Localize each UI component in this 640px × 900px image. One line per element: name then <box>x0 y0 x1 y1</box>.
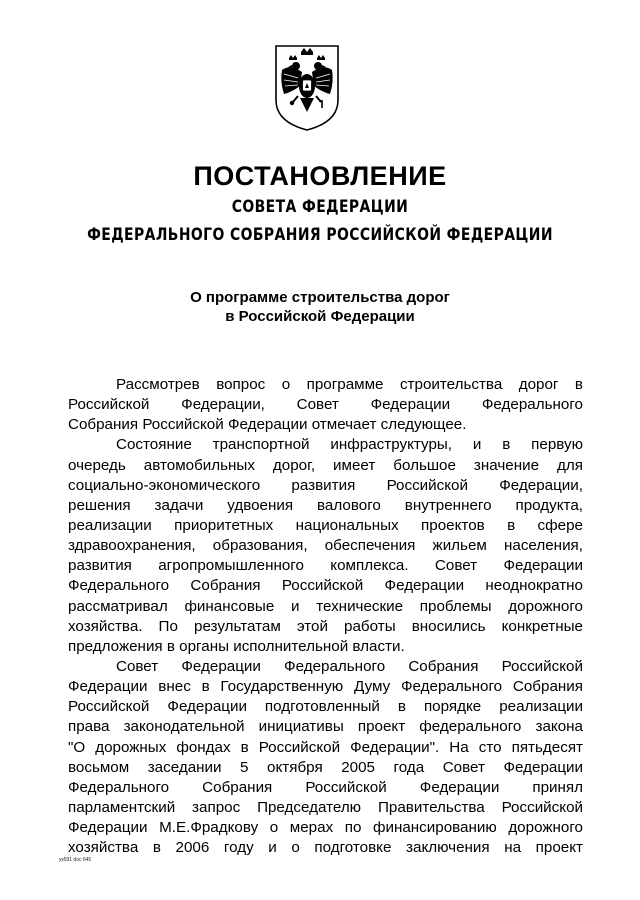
body-line: Рассмотрев вопрос о программе строительства дорог в <box>116 376 583 393</box>
footer-code: ук591 doc 645 <box>59 857 92 863</box>
body-line: предложения в органы исполнительной власти. <box>68 637 405 655</box>
body-line: Состояние транспортной инфраструктуры, и в первую <box>116 436 583 454</box>
body-line: развития агропромышленного комплекса. Совет Федерации <box>68 557 583 575</box>
body-line: Российской Федерации подготовленный в порядке реализации <box>68 698 583 716</box>
body-line: решения задачи удвоения валового внутреннего продукта, <box>68 496 583 514</box>
document-subtitle-line2: ФЕДЕРАЛЬНОГО СОБРАНИЯ РОССИЙСКОЙ ФЕДЕРАЦИИ <box>87 225 553 245</box>
body-line: Собрания Российской Федерации отмечает следующее. <box>68 416 467 434</box>
body-line: Федерального Собрания Российской Федерации неоднократно <box>68 577 583 595</box>
heading-line1: О программе строительства дорог <box>190 289 450 306</box>
document-subtitle-line1: СОВЕТА ФЕДЕРАЦИИ <box>231 197 409 217</box>
body-line: очередь автомобильных дорог, имеет большое значение для <box>68 456 583 474</box>
body-line: социально-экономического развития Российской Федерации, <box>68 476 583 494</box>
body-line: Совет Федерации Федерального Собрания Российской <box>116 657 583 675</box>
body-line: рассматривал финансовые и технические проблемы дорожного <box>68 597 583 615</box>
document-heading <box>0 288 640 326</box>
body-line: "О дорожных фондах в Российской Федерации". На сто пятьдесят <box>68 738 583 756</box>
body-line: реализации приоритетных национальных проектов в сфере <box>68 516 583 534</box>
body-line: хозяйства. По результатам этой работы вносились конкретные <box>68 617 583 635</box>
body-line: Федерации внес в Государственную Думу Федерального Собрания <box>68 678 583 696</box>
document-body <box>68 375 583 858</box>
body-line: здравоохранения, образования, обеспечения жильем населения, <box>68 537 583 555</box>
body-line: восьмом заседании 5 октября 2005 года Совет Федерации <box>68 758 583 776</box>
body-line: хозяйства в 2006 году и о подготовке заключения на проект <box>68 839 583 857</box>
document-title: ПОСТАНОВЛЕНИЕ <box>193 161 447 191</box>
heading-line2: в Российской Федерации <box>225 308 415 325</box>
body-line: Федерации М.Е.Фрадкову о мерах по финансированию дорожного <box>68 819 583 837</box>
coat-of-arms-icon <box>272 42 342 132</box>
body-line: права законодательной инициативы проект федерального закона <box>68 718 583 736</box>
body-line: Российской Федерации, Совет Федерации Федерального <box>68 396 583 414</box>
body-line: парламентский запрос Председателю Правительства Российской <box>68 798 583 816</box>
body-line: Федерального Собрания Российской Федерации принял <box>68 778 583 796</box>
